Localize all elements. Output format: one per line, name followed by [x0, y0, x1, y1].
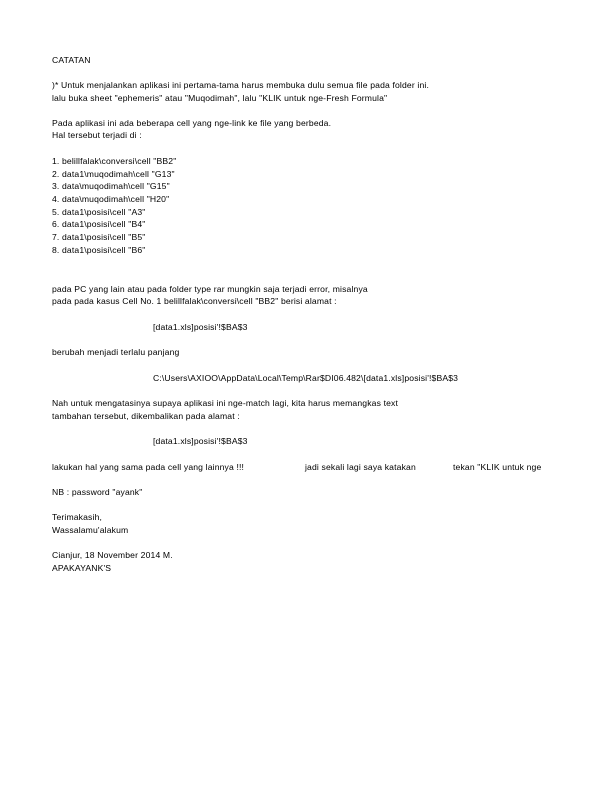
list-item: 4. data\muqodimah\cell "H20": [52, 194, 170, 204]
list-item: 1. belillfalak\conversi\cell "BB2": [52, 156, 177, 166]
para-line-1: Pada aplikasi ini ada beberapa cell yang nge-link ke file yang berbeda.: [52, 118, 332, 128]
fix-line-1: Nah untuk mengatasinya supaya aplikasi ini nge-match lagi, kita harus memangkas text: [52, 398, 399, 408]
repeat-instruction-c: tekan "KLIK untuk nge: [453, 462, 542, 472]
intro-line-2: lalu buka sheet "ephemeris" atau "Muqodimah", lalu "KLIK untuk nge-Fresh Formula": [52, 93, 388, 103]
intro-line-1: )* Untuk menjalankan aplikasi ini pertama-tama harus membuka dulu semua file pada folder ini.: [52, 80, 429, 90]
address-long: C:\Users\AXIOO\AppData\Local\Temp\Rar$DI06.482\[data1.xls]posisi'!$BA$3: [153, 373, 459, 383]
pc-line-2: pada pada kasus Cell No. 1 belillfalak\conversi\cell "BB2" berisi alamat :: [52, 296, 337, 306]
salam-line: Wassalamu'alakum: [52, 525, 129, 535]
repeat-instruction-a: lakukan hal yang sama pada cell yang lainnya !!!: [52, 462, 245, 472]
list-item: 5. data1\posisi\cell "A3": [52, 207, 146, 217]
repeat-instruction-b: jadi sekali lagi saya katakan: [305, 462, 416, 472]
nb-password-note: NB : password "ayank": [52, 487, 143, 497]
address-original: [data1.xls]posisi'!$BA$3: [153, 322, 248, 332]
changed-line: berubah menjadi terlalu panjang: [52, 347, 180, 357]
para-line-2: Hal tersebut terjadi di :: [52, 130, 142, 140]
list-item: 6. data1\posisi\cell "B4": [52, 219, 146, 229]
address-restored: [data1.xls]posisi'!$BA$3: [153, 436, 248, 446]
doc-title: CATATAN: [52, 55, 91, 65]
list-item: 2. data1\muqodimah\cell "G13": [52, 169, 175, 179]
pc-line-1: pada PC yang lain atau pada folder type rar mungkin saja terjadi error, misalnya: [52, 284, 368, 294]
place-date: Cianjur, 18 November 2014 M.: [52, 550, 173, 560]
list-item: 8. data1\posisi\cell "B6": [52, 245, 146, 255]
fix-line-2: tambahan tersebut, dikembalikan pada alamat :: [52, 411, 240, 421]
thanks-line: Terimakasih,: [52, 512, 103, 522]
list-item: 7. data1\posisi\cell "B5": [52, 232, 146, 242]
list-item: 3. data\muqodimah\cell "G15": [52, 181, 170, 191]
signature: APAKAYANK'S: [52, 563, 112, 573]
